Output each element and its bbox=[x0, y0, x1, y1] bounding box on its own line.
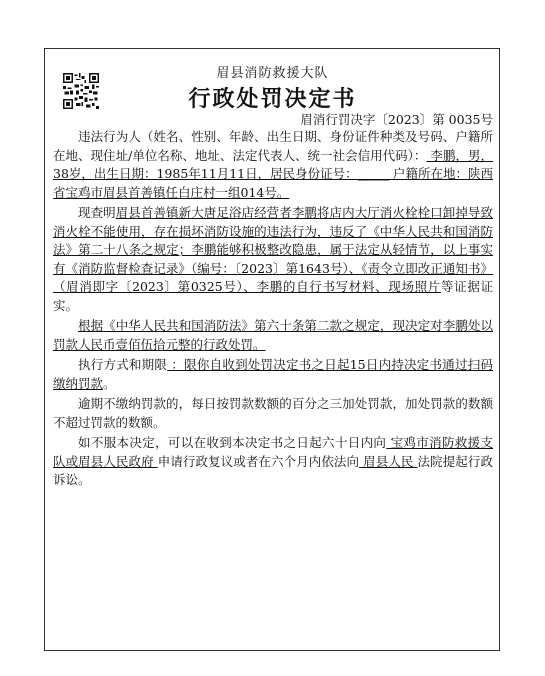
overdue-paragraph: 逾期不缴纳罚款的，每日按罚款数额的百分之三加处罚款，加处罚款的数额不超过罚款的数额。 bbox=[53, 396, 493, 430]
execution-lead: 执行方式和期限 bbox=[78, 357, 168, 372]
appeal-text-c: 申请行政复议或者在六个月内依法向 bbox=[157, 453, 360, 469]
offender-paragraph bbox=[53, 128, 493, 202]
appeal-text-e: 法院提起行政诉讼。 bbox=[53, 453, 493, 487]
offender-details: 李鹏，男，38岁，出生日期：1985年11月11日，居民身份证号：_____ 户籍所在地：陕西省宝鸡市眉县首善镇任白庄村一组014号。 bbox=[53, 147, 493, 200]
facts-details: 眉县首善镇新大唐足浴店经营者李鹏将店内大厅消火栓栓口卸掉导致消火栓不能使用，存在损坏消防设施的违法行为，违反了《中华人民共和国消防法》第二十八条之规定；李鹏能够积极整改隐患，属于法定从轻情节，以上事实有《消防监督检查记录》（编号：〔2023〕第1643号）、《责令立即改正通知书》（眉消即字〔2023〕第0325号）、李鹏的自行书写材料、现场照片 bbox=[53, 205, 493, 294]
execution-paragraph bbox=[53, 356, 493, 393]
appeal-paragraph bbox=[53, 434, 493, 490]
facts-lead: 现查明 bbox=[78, 205, 116, 220]
document-number: 眉消行罚决字〔2023〕第 0035号 bbox=[300, 112, 493, 127]
execution-tail: 。 bbox=[103, 375, 116, 391]
facts-paragraph bbox=[53, 204, 493, 315]
execution-details: ：限你自收到处罚决定书之日起15日内持决定书通过扫码缴纳罚款 bbox=[53, 357, 493, 391]
decision-paragraph: 根据《中华人民共和国消防法》第六十条第二款之规定，现决定对李鹏处以罚款人民币壹佰伍拾元整的行政处罚。 bbox=[53, 318, 493, 352]
appeal-review-body: 宝鸡市消防救援支队或眉县人民政府 bbox=[53, 435, 493, 469]
document-title: 行政处罚决定书 bbox=[188, 86, 357, 112]
document-body bbox=[53, 128, 493, 490]
issuing-organization: 眉县消防救援大队 bbox=[216, 66, 329, 81]
facts-tail: 等证据证实。 bbox=[53, 279, 493, 313]
offender-label: 违法行为人（姓名、性别、年龄、出生日期、身份证件种类及号码、户籍所在地、现住址/单位名称、地址、法定代表人、统一社会信用代码）： bbox=[53, 129, 493, 163]
appeal-text-a: 如不服本决定，可以在收到本决定书之日起六十日内向 bbox=[78, 435, 387, 450]
appeal-court: 眉县人民 bbox=[359, 453, 418, 469]
